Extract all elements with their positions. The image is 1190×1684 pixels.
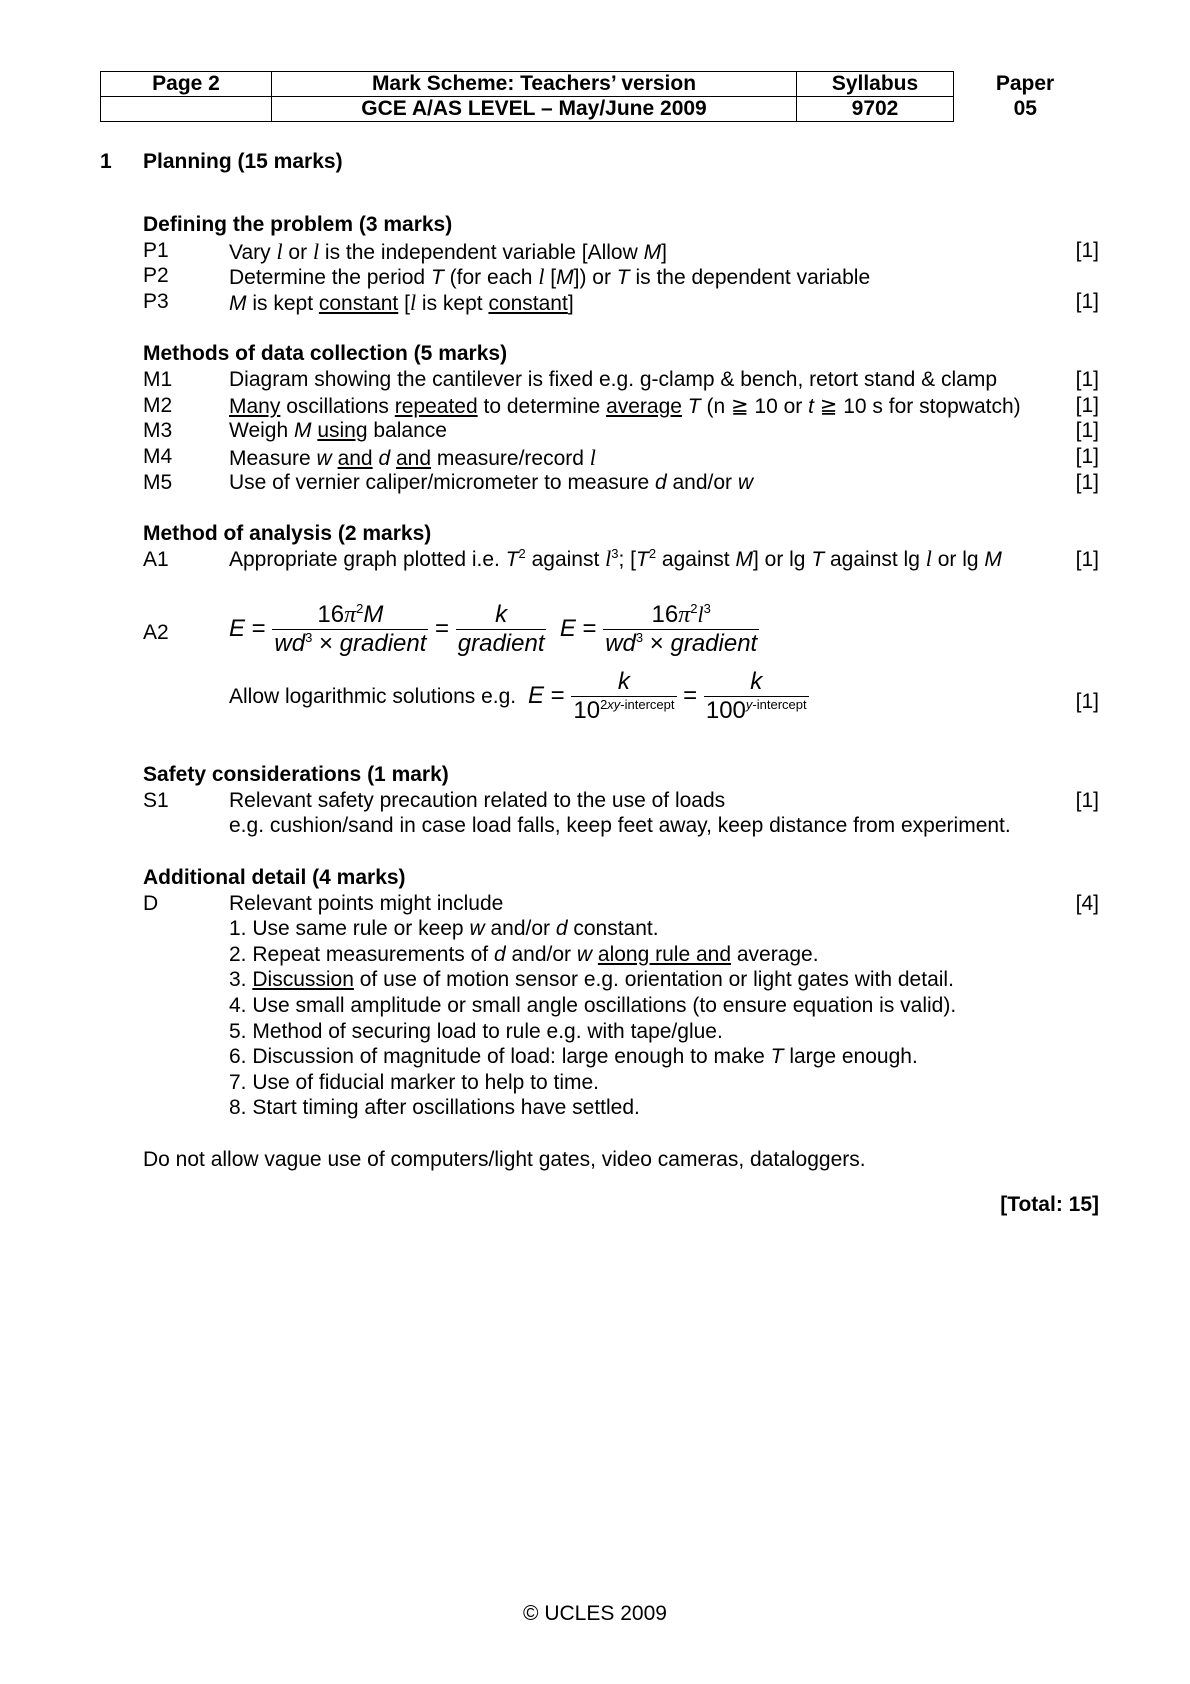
d-item-4: 4. Use small amplitude or small angle oscillations (to ensure equation is valid). [229, 994, 957, 1017]
d-item-8: 8. Start timing after oscillations have settled. [229, 1096, 640, 1119]
section-heading-defining: Defining the problem (3 marks) [143, 213, 453, 236]
m2-text: Many oscillations repeated to determine average T (n ≧ 10 or t ≧ 10 s for stopwatch) [229, 395, 1021, 418]
d-code: D [143, 892, 159, 915]
header-syllabus-code: 9702 [797, 97, 954, 122]
d-item-1: 1. Use same rule or keep w and/or d constant. [229, 917, 659, 940]
m5-code: M5 [143, 471, 173, 494]
p2-code: P2 [143, 264, 169, 287]
note-text: Do not allow vague use of computers/light gates, video cameras, dataloggers. [143, 1148, 866, 1171]
section-heading-analysis: Method of analysis (2 marks) [143, 522, 432, 545]
p1-mark: [1] [1075, 239, 1099, 262]
m4-mark: [1] [1075, 445, 1099, 468]
d-item-5: 5. Method of securing load to rule e.g. with tape/glue. [229, 1020, 723, 1043]
d-item-7: 7. Use of fiducial marker to help to time. [229, 1071, 599, 1094]
a1-mark: [1] [1075, 548, 1099, 571]
m3-code: M3 [143, 419, 173, 442]
m2-code: M2 [143, 394, 173, 417]
question-title: Planning (15 marks) [143, 150, 343, 173]
m1-mark: [1] [1075, 368, 1099, 391]
p1-text: Vary l or l is the independent variable [Allow M] [229, 239, 667, 264]
a2-mark: [1] [1075, 690, 1099, 713]
header-paper-label: Paper [995, 72, 1055, 95]
m3-text: Weigh M using balance [229, 419, 447, 442]
total-marks: [Total: 15] [1000, 1193, 1099, 1216]
a2-fraction-2: $\frac{k}{\text{gradient}}$ [457, 601, 545, 657]
s1-mark: [1] [1075, 789, 1099, 812]
d-item-2: 2. Repeat measurements of d and/or w along rule and average. [229, 943, 819, 966]
m5-mark: [1] [1075, 471, 1099, 494]
section-heading-safety: Safety considerations (1 mark) [143, 763, 449, 786]
header-empty-cell [101, 97, 272, 122]
m3-mark: [1] [1075, 419, 1099, 442]
header-paper-code: 05 [1013, 97, 1037, 120]
a2-equations: E = $\frac{16\pi^2M}{wd^3 \times gradient}$ = $\frac{k}{\text{gradient}}$ E = $\frac{16\pi^2l^3}{wd^3 \times gradient}$ [229, 601, 758, 657]
a2-fraction-3: $\frac{16\pi^2l^3}{wd^3 \times gradient}$ [605, 601, 758, 657]
a2-log-fraction-2: $\frac{k}{100^{y-intercept}}$ [705, 668, 807, 724]
d-mark: [4] [1075, 892, 1099, 915]
header-title: Mark Scheme: Teachers’ version [272, 72, 797, 97]
a2-fraction-1: $\frac{16\pi^2M}{wd^3 \times gradient}$ [274, 601, 427, 657]
d-item-6: 6. Discussion of magnitude of load: large enough to make T large enough. [229, 1045, 918, 1068]
s1-code: S1 [143, 789, 169, 812]
a2-log-fraction-1: $\frac{k}{10^{2xy-intercept}}$ [573, 668, 675, 724]
d-item-3: 3. Discussion of use of motion sensor e.g. orientation or light gates with detail. [229, 968, 954, 991]
a1-code: A1 [143, 548, 169, 571]
p3-mark: [1] [1075, 290, 1099, 313]
a2-log-row: Allow logarithmic solutions e.g. E = $\frac{k}{10^{2xy-intercept}}$ = $\frac{k}{100^{y-intercept}}$ [229, 668, 807, 724]
p3-text: M is kept constant [l is kept constant] [229, 290, 574, 315]
s1-text: Relevant safety precaution related to the use of loads [229, 789, 726, 812]
p3-code: P3 [143, 290, 169, 313]
m1-code: M1 [143, 368, 173, 391]
p2-text: Determine the period T (for each l [M]) or T is the dependent variable [229, 264, 871, 289]
m4-text: Measure w and d and measure/record l [229, 445, 596, 470]
m5-text: Use of vernier caliper/micrometer to measure d and/or w [229, 471, 754, 494]
header-page: Page 2 [101, 72, 272, 97]
a2-allow-text: Allow logarithmic solutions e.g. [229, 684, 517, 708]
section-heading-additional: Additional detail (4 marks) [143, 866, 406, 889]
s1-example: e.g. cushion/sand in case load falls, keep feet away, keep distance from experiment. [229, 814, 1011, 837]
question-number: 1 [100, 150, 112, 173]
header-syllabus-label: Syllabus [797, 72, 954, 97]
m2-mark: [1] [1075, 394, 1099, 417]
section-heading-methods: Methods of data collection (5 marks) [143, 342, 508, 365]
m4-code: M4 [143, 445, 173, 468]
m1-text: Diagram showing the cantilever is fixed e.g. g-clamp & bench, retort stand & clamp [229, 368, 998, 391]
header-exam: GCE A/AS LEVEL – May/June 2009 [272, 97, 797, 122]
a1-text: Appropriate graph plotted i.e. $T^2$ against $l^3$; [$T^2$ against M] or lg T against lg l or lg M [229, 546, 1002, 571]
p1-code: P1 [143, 239, 169, 262]
header-table [100, 71, 1097, 122]
d-text: Relevant points might include [229, 892, 504, 915]
a2-code: A2 [143, 621, 169, 644]
footer-copyright: © UCLES 2009 [523, 1602, 667, 1625]
